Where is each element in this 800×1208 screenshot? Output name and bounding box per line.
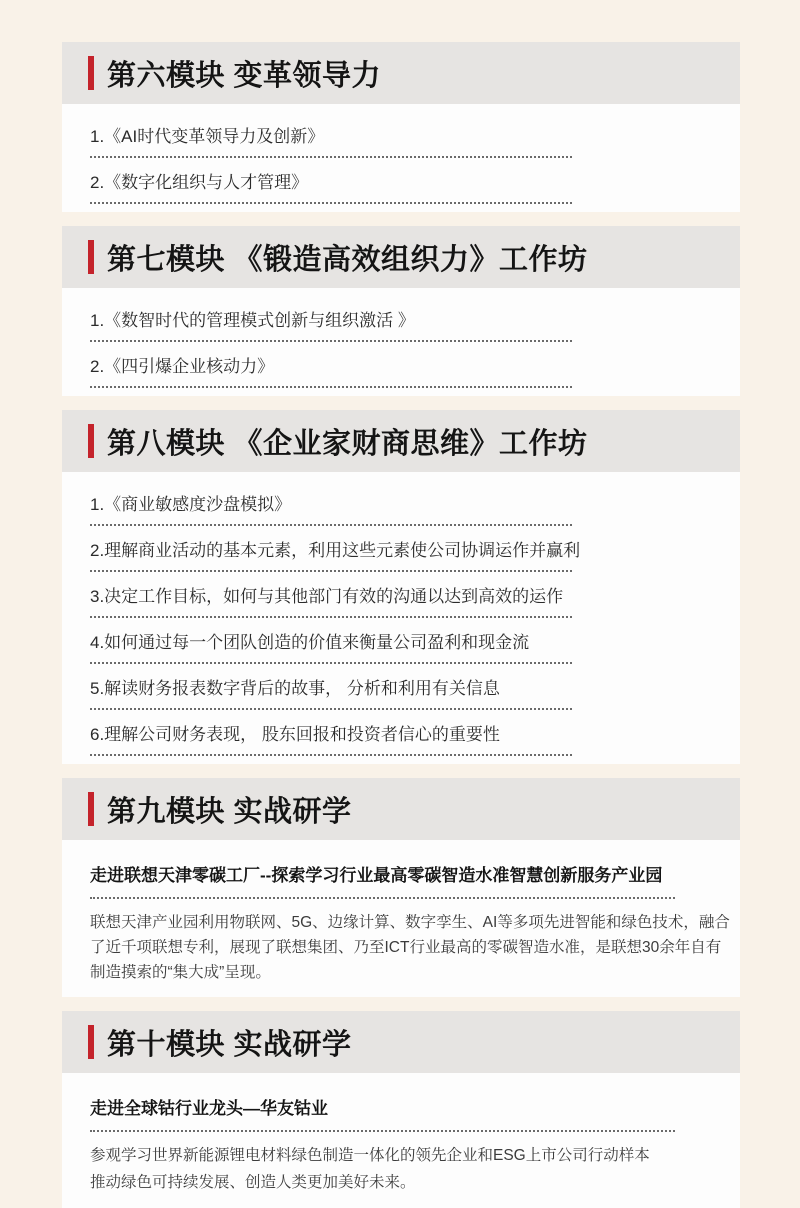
- module-6-title: 第六模块 变革领导力: [107, 59, 382, 92]
- module-10-header: [62, 1011, 740, 1073]
- section-module-8: [62, 410, 740, 764]
- section-module-9: [62, 778, 740, 997]
- course-item: 3.决定工作目标，如何与其他部门有效的沟通以达到高效的运作: [90, 572, 572, 618]
- red-accent-bar-icon: [88, 792, 94, 826]
- course-item: 1.《商业敏感度沙盘模拟》: [90, 480, 572, 526]
- red-accent-bar-icon: [88, 424, 94, 458]
- module-8-header: [62, 410, 740, 472]
- course-item: 1.《AI时代变革领导力及创新》: [90, 112, 572, 158]
- section-module-7: [62, 226, 740, 396]
- red-accent-bar-icon: [88, 56, 94, 90]
- red-accent-bar-icon: [88, 240, 94, 274]
- section-module-6: [62, 42, 740, 212]
- study-tour-subtitle: 走进联想天津零碳工厂--探索学习行业最高零碳智造水准智慧创新服务产业园: [90, 848, 675, 899]
- study-tour-description: [90, 1143, 740, 1196]
- study-tour-description-line: 推动绿色可持续发展、创造人类更加美好未来。: [90, 1173, 416, 1191]
- module-8-title: 第八模块 《企业家财商思维》工作坊: [107, 427, 588, 460]
- section-module-10: [62, 1011, 740, 1208]
- module-10-title: 第十模块 实战研学: [107, 1028, 352, 1061]
- study-tour-subtitle: 走进全球钴行业龙头—华友钴业: [90, 1081, 675, 1132]
- module-6-header: [62, 42, 740, 104]
- course-item: 2.理解商业活动的基本元素，利用这些元素使公司协调运作并赢利: [90, 526, 572, 572]
- course-item: 5.解读财务报表数字背后的故事， 分析和利用有关信息: [90, 664, 572, 710]
- module-9-header: [62, 778, 740, 840]
- module-9-body: [62, 840, 740, 997]
- red-accent-bar-icon: [88, 1025, 94, 1059]
- study-tour-description: 联想天津产业园利用物联网、5G、边缘计算、数字孪生、AI等多项先进智能和绿色技术，融合了近千项联想专利，展现了联想集团、乃至ICT行业最高的零碳智造水准，是联想30余年自有制造摸索的“集大成”呈现。: [90, 914, 730, 982]
- module-9-title: 第九模块 实战研学: [107, 795, 352, 828]
- module-8-body: [62, 472, 740, 764]
- module-7-title: 第七模块 《锻造高效组织力》工作坊: [107, 243, 588, 276]
- module-7-body: [62, 288, 740, 396]
- course-item: 2.《数字化组织与人才管理》: [90, 158, 572, 204]
- module-10-body: [62, 1073, 740, 1208]
- module-7-header: [62, 226, 740, 288]
- course-item: 6.理解公司财务表现， 股东回报和投资者信心的重要性: [90, 710, 572, 756]
- course-item: 4.如何通过每一个团队创造的价值来衡量公司盈利和现金流: [90, 618, 572, 664]
- study-tour-description-line: 参观学习世界新能源锂电材料绿色制造一体化的领先企业和ESG上市公司行动样本: [90, 1147, 650, 1165]
- module-6-body: [62, 104, 740, 212]
- course-item: 2.《四引爆企业核动力》: [90, 342, 572, 388]
- course-item: 1.《数智时代的管理模式创新与组织激活 》: [90, 296, 572, 342]
